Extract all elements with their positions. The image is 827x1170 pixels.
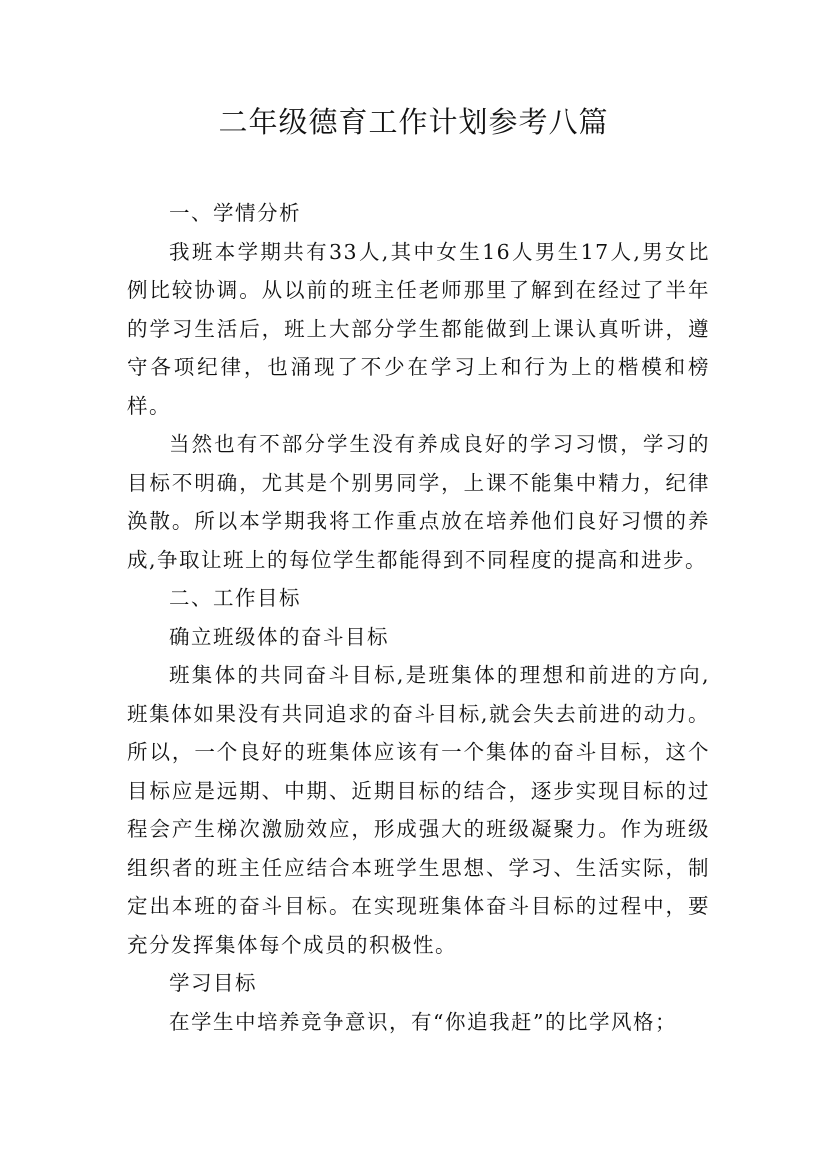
document-body: [127, 194, 710, 1041]
section-heading-goals: 二、工作目标: [169, 586, 301, 610]
paragraph-study-goal: 在学生中培养竞争意识，有“你追我赶”的比学风格；: [169, 1009, 677, 1034]
subheading-class-goal: 确立班级体的奋斗目标: [169, 624, 389, 649]
paragraph-class-overview: 我班本学期共有33人,其中女生16人男生17人,男女比例比较协调。从以前的班主任老师那里了解到在经过了半年的学习生活后，班上大部分学生都能做到上课认真听讲，遵守各项纪律，也涌现了不少在学习上和行为上的楷模和榜样。: [127, 239, 710, 418]
paragraph-class-goal: 班集体的共同奋斗目标,是班集体的理想和前进的方向,班集体如果没有共同追求的奋斗目标,就会失去前进的动力。所以，一个良好的班集体应该有一个集体的奋斗目标，这个目标应是远期、中期、近期目标的结合，逐步实现目标的过程会产生梯次激励效应，形成强大的班级凝聚力。作为班级组织者的班主任应结合本班学生思想、学习、生活实际，制定出本班的奋斗目标。在实现班集体奋斗目标的过程中，要充分发挥集体每个成员的积极性。: [127, 663, 710, 957]
document-title: 二年级德育工作计划参考八篇: [218, 105, 609, 139]
section-heading-analysis: 一、学情分析: [169, 201, 301, 225]
subheading-study-goal: 学习目标: [169, 971, 257, 995]
paragraph-problems: 当然也有不部分学生没有养成良好的学习习惯，学习的目标不明确，尤其是个别男同学，上课不能集中精力，纪律涣散。所以本学期我将工作重点放在培养他们良好习惯的养成,争取让班上的每位学生都能得到不同程度的提高和进步。: [127, 432, 710, 572]
